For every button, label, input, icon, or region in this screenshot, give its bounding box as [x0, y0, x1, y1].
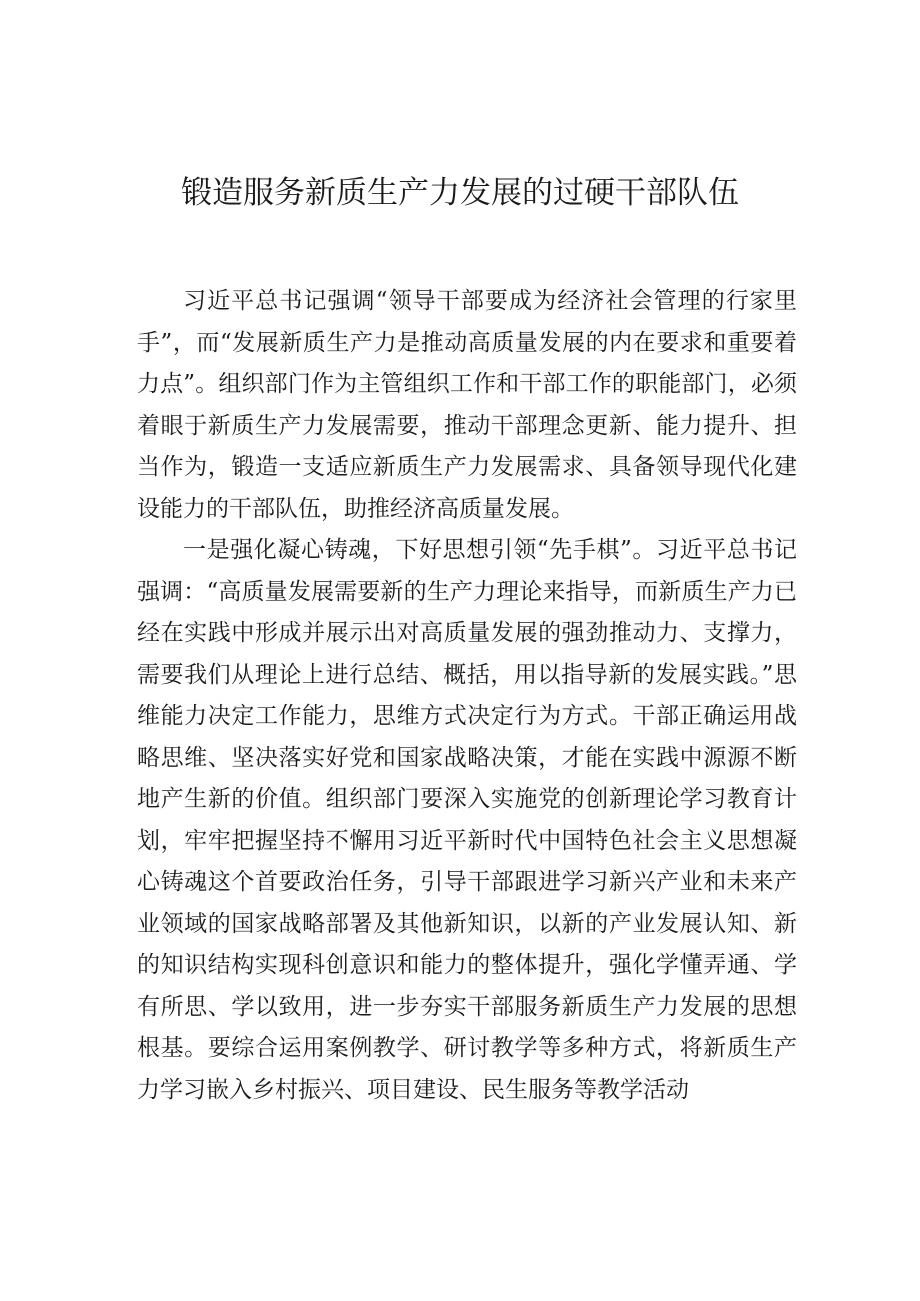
paragraph-section-one: 一是强化凝心铸魂，下好思想引领“先手棋”。习近平总书记强调：“高质量发展需要新的生产力理论来指导，而新质生产力已经在实践中形成并展示出对高质量发展的强劲推动力、支撑力，需要我们从理论上进行总结、概括，用以指导新的发展实践。”思维能力决定工作能力，思维方式决定行为方式。干部正确运用战略思维、坚决落实好党和国家战略决策，才能在实践中源源不断地产生新的价值。组织部门要深入实施党的创新理论学习教育计划，牢牢把握坚持不懈用习近平新时代中国特色社会主义思想凝心铸魂这个首要政治任务，引导干部跟进学习新兴产业和未来产业领域的国家战略部署及其他新知识，以新的产业发展认知、新的知识结构实现科创意识和能力的整体提升，强化学懂弄通、学有所思、学以致用，进一步夯实干部服务新质生产力发展的思想根基。要综合运用案例教学、研讨教学等多种方式，将新质生产力学习嵌入乡村振兴、项目建设、民生服务等教学活动	[137, 537, 797, 1103]
document-body	[137, 281, 797, 1111]
paragraph-intro: 习近平总书记强调“领导干部要成为经济社会管理的行家里手”，而“发展新质生产力是推动高质量发展的内在要求和重要着力点”。组织部门作为主管组织工作和干部工作的职能部门，必须着眼于新质生产力发展需要，推动干部理念更新、能力提升、担当作为，锻造一支适应新质生产力发展需求、具备领导现代化建设能力的干部队伍，助推经济高质量发展。	[137, 288, 797, 522]
document-title: 锻造服务新质生产力发展的过硬干部队伍	[181, 175, 739, 211]
